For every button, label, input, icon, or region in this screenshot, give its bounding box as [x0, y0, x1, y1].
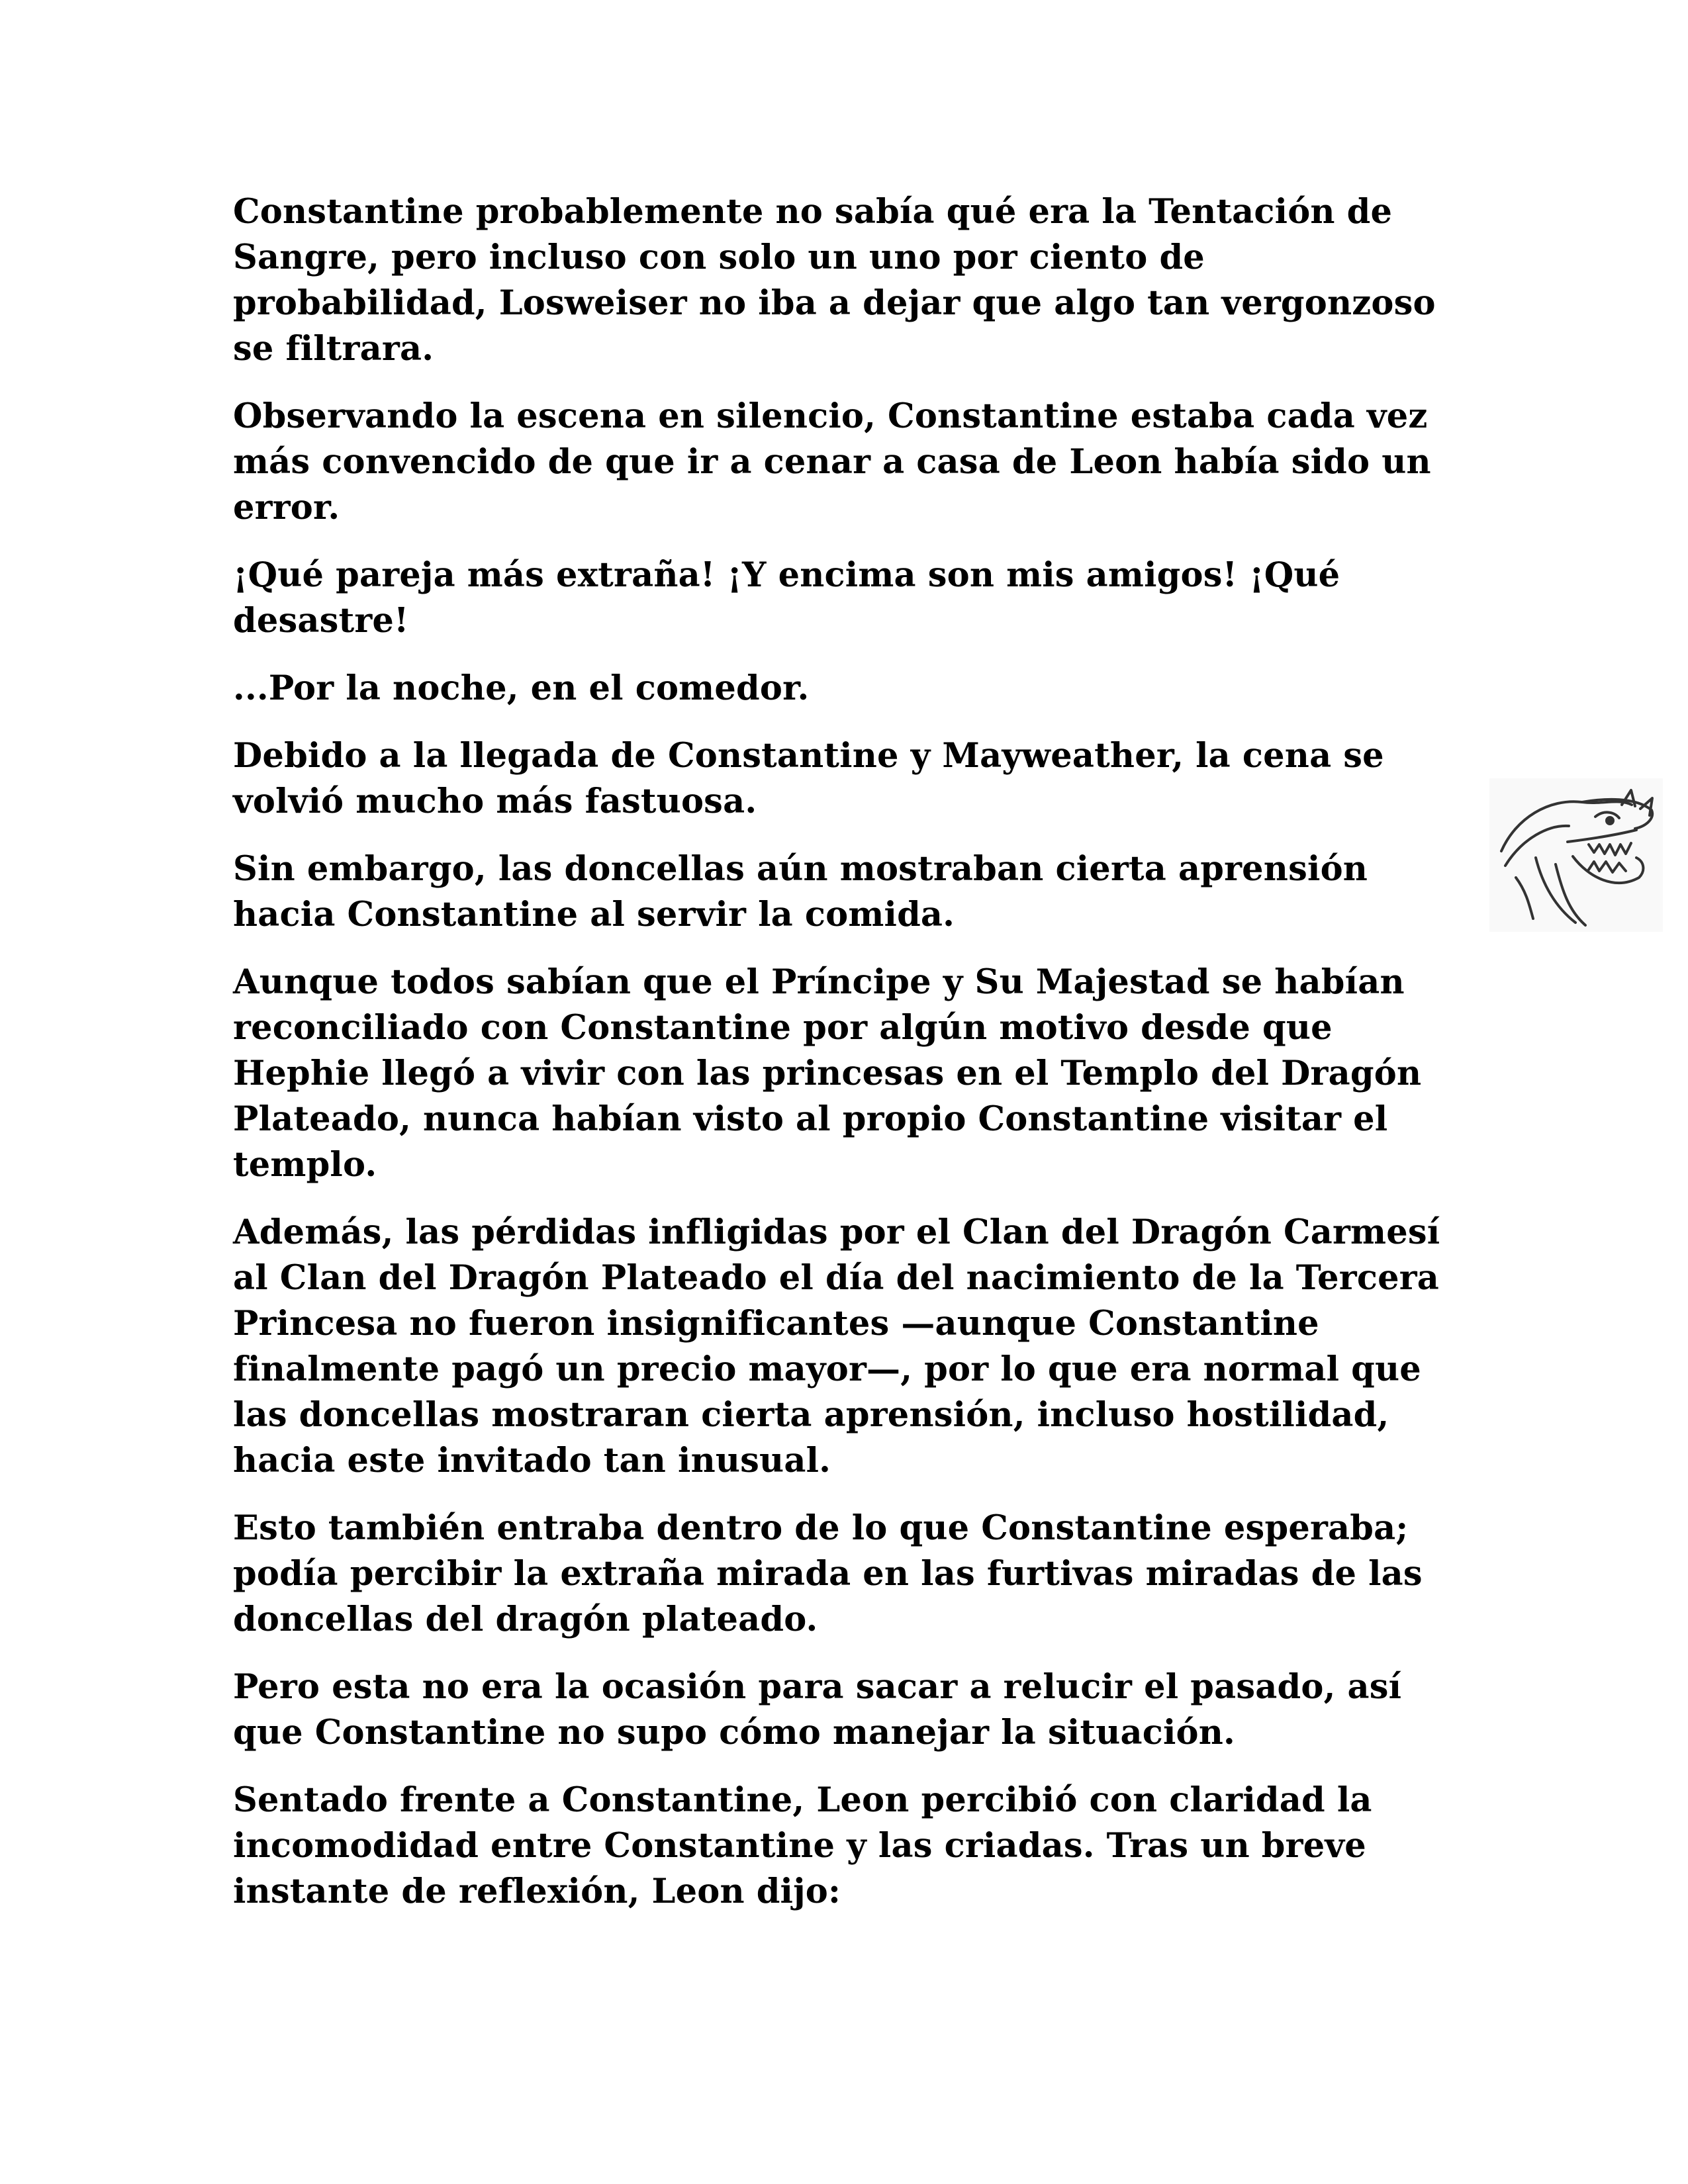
body-text	[233, 189, 1458, 1936]
paragraph: ...Por la noche, en el comedor.	[233, 668, 810, 708]
paragraph: Pero esta no era la ocasión para sacar a relucir el pasado, así que Constantine no supo cómo manejar la situación.	[233, 1667, 1402, 1752]
paragraph: Constantine probablemente no sabía qué era la Tentación de Sangre, pero incluso con solo un uno por ciento de probabilidad, Losweiser no iba a dejar que algo tan vergonzoso se filtrara.	[233, 192, 1436, 369]
paragraph: Esto también entraba dentro de lo que Constantine esperaba; podía percibir la extraña mirada en las furtivas miradas de las doncellas del dragón plateado.	[233, 1508, 1423, 1639]
dragon-head-sketch-icon	[1489, 778, 1663, 932]
paragraph: Aunque todos sabían que el Príncipe y Su Majestad se habían reconciliado con Constantine por algún motivo desde que Hephie llegó a vivir con las princesas en el Templo del Dragón Plateado, nunca habían visto al propio Constantine visitar el templo.	[233, 962, 1422, 1185]
paragraph: Sentado frente a Constantine, Leon percibió con claridad la incomodidad entre Constantine y las criadas. Tras un breve instante de reflexión, Leon dijo:	[233, 1780, 1372, 1911]
paragraph: Además, las pérdidas infligidas por el Clan del Dragón Carmesí al Clan del Dragón Plateado el día del nacimiento de la Tercera Princesa no fueron insignificantes —aunque Constantine finalmente pagó un precio mayor—, por lo que era normal que las doncellas mostraran cierta aprensión, incluso hostilidad, hacia este invitado tan inusual.	[233, 1212, 1440, 1480]
paragraph: Observando la escena en silencio, Constantine estaba cada vez más convencido de que ir a cenar a casa de Leon había sido un error.	[233, 396, 1431, 527]
paragraph: ¡Qué pareja más extraña! ¡Y encima son mis amigos! ¡Qué desastre!	[233, 555, 1340, 641]
paragraph: Sin embargo, las doncellas aún mostraban cierta aprensión hacia Constantine al servir la comida.	[233, 849, 1368, 934]
paragraph: Debido a la llegada de Constantine y Mayweather, la cena se volvió mucho más fastuosa.	[233, 736, 1384, 821]
